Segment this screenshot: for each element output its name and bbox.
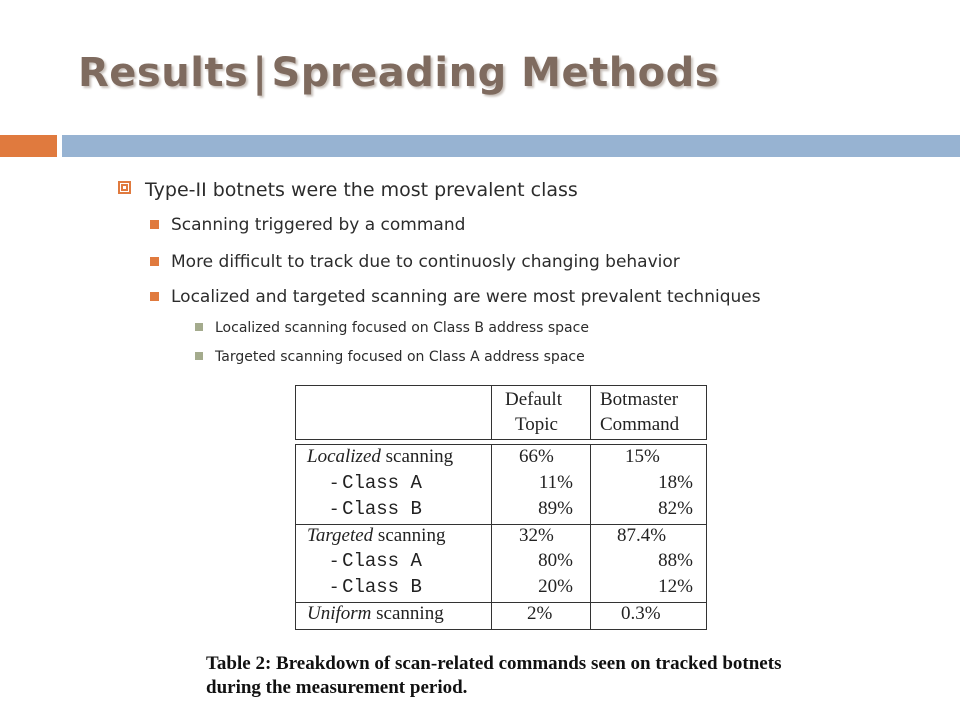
square-bullet-icon xyxy=(150,257,159,266)
cell-default: 11% xyxy=(538,472,573,493)
bullet-level2 xyxy=(150,215,465,235)
bullet-level2-text: Scanning triggered by a command xyxy=(171,215,466,235)
row-label-rest: scanning xyxy=(380,446,454,467)
table-row-label xyxy=(331,496,422,522)
row-label-emphasis: Targeted xyxy=(307,525,374,546)
square-bullet-icon xyxy=(195,323,203,331)
table-row-label xyxy=(331,470,422,496)
bullet-level1 xyxy=(118,179,578,201)
row-dash: - xyxy=(331,550,343,571)
square-bullet-icon xyxy=(150,292,159,301)
cell-default: 80% xyxy=(538,550,573,571)
cell-default: 20% xyxy=(538,576,573,597)
table-divider xyxy=(491,385,492,440)
slide-title xyxy=(78,50,719,96)
bullet-level3 xyxy=(195,349,585,365)
slide-title-part1: Results xyxy=(78,50,249,96)
row-dash: - xyxy=(331,472,343,493)
slide-title-part2: Spreading Methods xyxy=(271,50,720,96)
cell-botmaster: 12% xyxy=(658,576,693,597)
square-bullet-icon xyxy=(150,220,159,229)
table-row-label xyxy=(331,574,422,600)
cell-botmaster: 82% xyxy=(658,498,693,519)
header-botmaster-line2: Command xyxy=(600,414,680,435)
cell-botmaster: 88% xyxy=(658,550,693,571)
bullet-level3-text: Localized scanning focused on Class B address space xyxy=(215,320,589,336)
row-label-emphasis: Uniform xyxy=(307,603,372,624)
table-row-label xyxy=(331,548,422,574)
row-label-rest: scanning xyxy=(373,525,446,546)
bullet-level2-text: More difficult to track due to continuosly changing behavior xyxy=(171,252,680,272)
row-dash: - xyxy=(331,576,343,597)
title-accent-bar xyxy=(0,135,57,157)
row-class-label: Class B xyxy=(342,576,422,598)
header-default-line2: Topic xyxy=(515,414,558,435)
bullet-level2 xyxy=(150,287,761,307)
header-botmaster-line1: Botmaster xyxy=(600,389,679,410)
square-bullet-icon xyxy=(195,352,203,360)
row-class-label: Class A xyxy=(342,472,422,494)
bullet-level3 xyxy=(195,320,589,336)
table-row-label xyxy=(307,523,445,549)
cell-default: 2% xyxy=(527,603,553,624)
row-class-label: Class B xyxy=(342,498,422,520)
table-caption: Table 2: Breakdown of scan-related commands seen on tracked botnets during the measurement period. xyxy=(206,653,782,698)
bullet-level2-text: Localized and targeted scanning are were most prevalent techniques xyxy=(171,287,761,307)
table-divider xyxy=(590,385,591,440)
row-class-label: Class A xyxy=(342,550,422,572)
cell-botmaster: 87.4% xyxy=(617,525,667,546)
row-dash: - xyxy=(331,498,343,519)
slide-title-separator: | xyxy=(252,50,268,96)
hollow-square-bullet-icon xyxy=(118,181,131,194)
cell-default: 66% xyxy=(519,446,554,467)
bullet-level2 xyxy=(150,252,680,272)
header-default-line1: Default xyxy=(505,389,562,410)
table-row-label xyxy=(307,601,444,627)
title-band xyxy=(62,135,960,157)
cell-botmaster: 0.3% xyxy=(621,603,661,624)
cell-botmaster: 18% xyxy=(658,472,693,493)
table-row-label xyxy=(307,444,453,470)
cell-default: 32% xyxy=(519,525,554,546)
row-label-rest: scanning xyxy=(371,603,444,624)
cell-default: 89% xyxy=(538,498,573,519)
bullet-level3-text: Targeted scanning focused on Class A address space xyxy=(215,349,585,365)
cell-botmaster: 15% xyxy=(625,446,660,467)
row-label-emphasis: Localized xyxy=(307,446,381,467)
bullet-level1-text: Type-II botnets were the most prevalent class xyxy=(145,179,578,201)
